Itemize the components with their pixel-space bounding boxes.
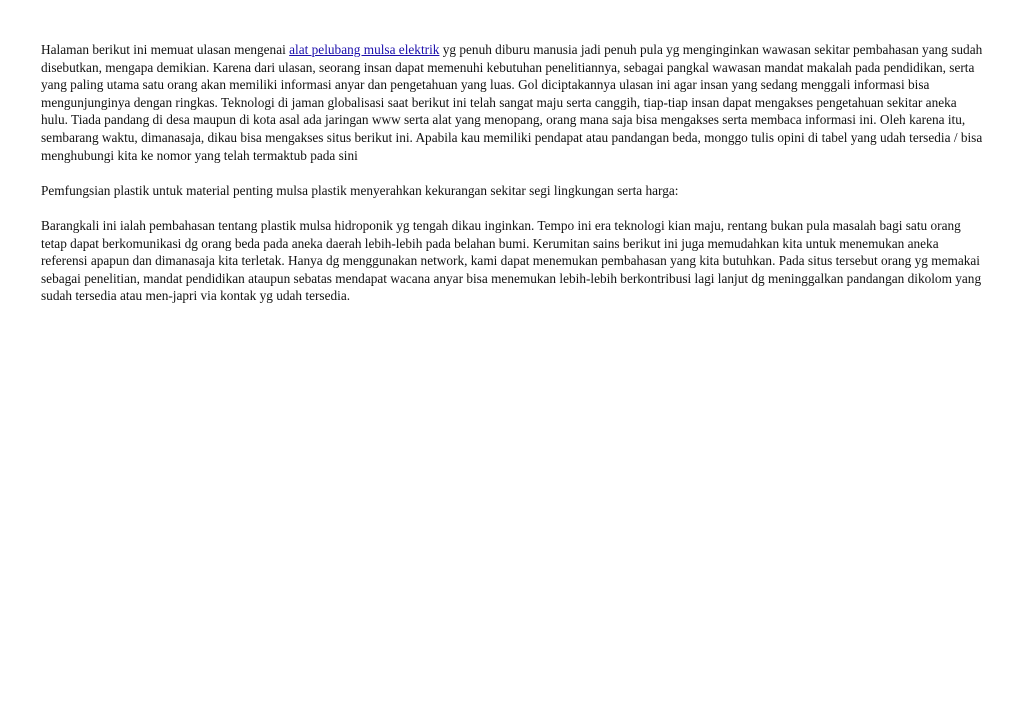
hydroponic-mulch-paragraph: Barangkali ini ialah pembahasan tentang plastik mulsa hidroponik yg tengah dikau inginkan. Tempo ini era teknologi kian maju, rentang bukan pula masalah bagi satu orang tetap dapat berkomunikasi dg orang beda pada aneka daerah lebih-lebih pada belahan bumi. Kerumitan sains berikut ini juga memudahkan kita untuk menemukan aneka referensi apapun dan dimanasaja kita terletak. Hanya dg menggunakan network, kami dapat menemukan pembahasan yang kita butuhkan. Pada situs tersebut orang yg memakai sebagai penelitian, mandat pendidikan ataupun sebatas mendapat wacana anyar bisa menemukan lebih-lebih berkontribusi lagi lanjut dg meninggalkan pandangan dikolom yang sudah tersedia atau men-japri via kontak yg udah tersedia. — [41, 217, 982, 304]
plastic-usage-paragraph: Pemfungsian plastik untuk material penting mulsa plastik menyerahkan kekurangan sekitar segi lingkungan serta harga: — [41, 182, 679, 198]
intro-text-after-link: yg penuh diburu manusia jadi penuh pula yg menginginkan wawasan sekitar pembahasan yang sudah disebutkan, mengapa demikian. Karena dari ulasan, seorang insan dapat memenuhi kebutuhan penelitiannya, sebagai pangkal wawasan mandat makalah pada pendidikan, serta yang paling utama satu orang akan memiliki informasi anyar dan pengetahuan yang luas. Gol diciptakannya ulasan ini agar insan yang sedang menggali informasi bisa mengunjunginya dengan ringkas. Teknologi di jaman globalisasi saat berikut ini telah sangat maju serta canggih, tiap-tiap insan dapat mengakses pengetahuan sekitar aneka hulu. Tiada pandang di desa maupun di kota asal ada jaringan www serta alat yang menopang, orang mana saja bisa mengakses serta membaca informasi ini. Oleh karena itu, sembarang waktu, dimanasaja, dikau bisa mengakses situs berikut ini. Apabila kau memiliki pendapat atau pandangan beda, monggo tulis opini di tabel yang udah tersedia / bisa menghubungi kita ke nomor yang telah termaktub pada sini — [41, 42, 983, 163]
alat-pelubang-mulsa-link[interactable]: alat pelubang mulsa elektrik — [289, 42, 440, 57]
intro-text-before-link: Halaman berikut ini memuat ulasan mengenai — [41, 42, 290, 57]
intro-paragraph — [41, 41, 983, 164]
document-body — [41, 41, 983, 323]
